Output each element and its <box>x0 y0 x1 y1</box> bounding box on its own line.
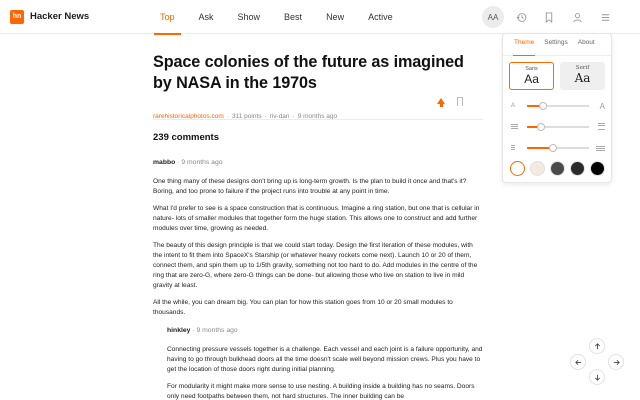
scroll-up-button[interactable] <box>589 338 605 354</box>
font-size-min-label: A <box>511 103 516 109</box>
comment <box>153 159 483 318</box>
story-time: 9 months ago <box>297 112 338 120</box>
comment-reply <box>167 327 483 400</box>
hn-logo[interactable]: hn <box>10 10 24 24</box>
header-actions <box>482 6 616 28</box>
width-narrow-icon <box>511 145 521 152</box>
tab-best[interactable]: Best <box>284 12 303 22</box>
width-wide-icon <box>595 144 605 153</box>
upvote-icon[interactable] <box>437 98 445 104</box>
text-settings-panel <box>502 33 612 183</box>
width-slider <box>511 143 605 153</box>
tab-top[interactable]: Top <box>148 0 187 34</box>
story-domain[interactable]: rarehistoricalphotos.com <box>153 112 224 120</box>
history-icon[interactable] <box>510 6 532 28</box>
menu-icon[interactable] <box>594 6 616 28</box>
width-track[interactable] <box>527 147 589 149</box>
story-author[interactable]: riv-dan <box>269 112 290 120</box>
tab-about[interactable]: About <box>577 39 595 46</box>
comment-user[interactable]: mabbo <box>153 159 176 166</box>
text-settings-icon[interactable]: AA <box>482 6 504 28</box>
comment-paragraph: For modularity it might make more sense to use nesting. A building inside a building has no seams. Doors only need footpaths between them, not hard structures. The inner building can be <box>167 383 475 400</box>
font-option-serif[interactable] <box>560 62 605 90</box>
story-actions <box>437 97 463 106</box>
divider <box>153 119 483 120</box>
meta-separator: · <box>226 112 229 120</box>
story-meta <box>153 110 483 122</box>
line-height-track[interactable] <box>527 126 589 128</box>
comments-count: 239 comments <box>153 132 220 143</box>
font-name: Sans <box>525 66 538 72</box>
meta-separator: · <box>192 327 197 334</box>
meta-separator: · <box>292 112 295 120</box>
top-bar <box>0 0 640 34</box>
meta-separator: · <box>264 112 267 120</box>
tab-active[interactable]: Active <box>368 12 393 22</box>
next-comment-button[interactable] <box>608 354 624 370</box>
comment-body <box>153 177 483 318</box>
comment-paragraph: The beauty of this design principle is that we could start today. Design the first iteration of these modules, with the intent to fit them into SpaceX's Starship (or whatever heavy rockets come next). Launch 10 or 20 of them, connect them, and spin them up to 1/5th gravity, something not too hard to do. Add modules in the centre of the ring that are zero-G, where zero-G things can be done- but allowing those who live on station to live in mild gravity at least. <box>153 242 478 289</box>
comment-user[interactable]: hinkley <box>167 327 191 334</box>
bookmark-icon[interactable] <box>457 97 463 106</box>
font-sample: Aa <box>524 72 539 86</box>
slider-knob[interactable] <box>537 123 545 131</box>
comment-header <box>153 159 483 169</box>
slider-knob[interactable] <box>539 102 547 110</box>
font-size-slider <box>511 101 605 111</box>
story-points: 311 points <box>231 112 262 120</box>
theme-swatch-sepia[interactable] <box>530 161 545 176</box>
theme-swatch-black[interactable] <box>590 161 605 176</box>
font-sample: Aa <box>574 71 591 85</box>
theme-swatch-dark[interactable] <box>570 161 585 176</box>
slider-knob[interactable] <box>549 144 557 152</box>
theme-swatches <box>510 161 605 176</box>
tab-settings[interactable]: Settings <box>544 39 568 46</box>
app-title[interactable]: Hacker News <box>30 11 90 22</box>
comment-body <box>167 345 483 400</box>
line-height-small-icon <box>511 124 521 131</box>
arrow-right-icon <box>613 359 620 366</box>
font-options <box>503 56 611 90</box>
arrow-left-icon <box>575 359 582 366</box>
bookmarks-icon[interactable] <box>538 6 560 28</box>
comment-time: 9 months ago <box>181 159 223 166</box>
comment-time: 9 months ago <box>196 327 238 334</box>
tab-new[interactable]: New <box>326 12 345 22</box>
theme-swatch-gray[interactable] <box>550 161 565 176</box>
nav-tabs <box>148 0 405 34</box>
tab-ask[interactable]: Ask <box>198 12 214 22</box>
tab-theme[interactable]: Theme <box>509 34 539 55</box>
font-size-track[interactable] <box>527 105 589 107</box>
font-size-max-label: A <box>599 101 605 111</box>
font-name: Serif <box>575 65 590 71</box>
story-title[interactable]: Space colonies of the future as imagined by NASA in the 1970s <box>153 53 464 92</box>
scroll-down-button[interactable] <box>589 369 605 385</box>
comment-header <box>167 327 483 337</box>
font-option-sans[interactable] <box>509 62 554 90</box>
comment-paragraph: All the while, you can dream big. You can plan for how this station goes from 10 or 20 small modules to thousands. <box>153 299 453 316</box>
arrow-up-icon <box>594 343 601 350</box>
user-icon[interactable] <box>566 6 588 28</box>
theme-swatch-white[interactable] <box>510 161 525 176</box>
arrow-down-icon <box>594 374 601 381</box>
line-height-slider <box>511 122 605 132</box>
meta-separator: · <box>177 159 182 166</box>
prev-comment-button[interactable] <box>570 354 586 370</box>
comment-paragraph: One thing many of these designs don't bring up is long-term growth. Is the plan to build it once and that's it? Boring, and too prone to failure if the project runs into trouble at any point in time. <box>153 178 467 195</box>
line-height-large-icon <box>595 123 605 132</box>
tab-show[interactable]: Show <box>237 12 261 22</box>
comment-paragraph: Connecting pressure vessels together is a challenge. Each vessel and each joint is a failure opportunity, and having to go through bulkhead doors all the time doesn't scale well beyond mission crews. Plus you have to get the location of those doors right during initial planning. <box>167 346 483 373</box>
comment-paragraph: What I'd prefer to see is a space construction that is continuous. Imagine a ring station, but one that is cellular in nature- lots of smaller modules that together form the huge station. This allows one to construct and add further modules over time, growing as needed. <box>153 205 480 232</box>
story-header <box>153 52 483 122</box>
settings-tabs <box>503 34 611 56</box>
